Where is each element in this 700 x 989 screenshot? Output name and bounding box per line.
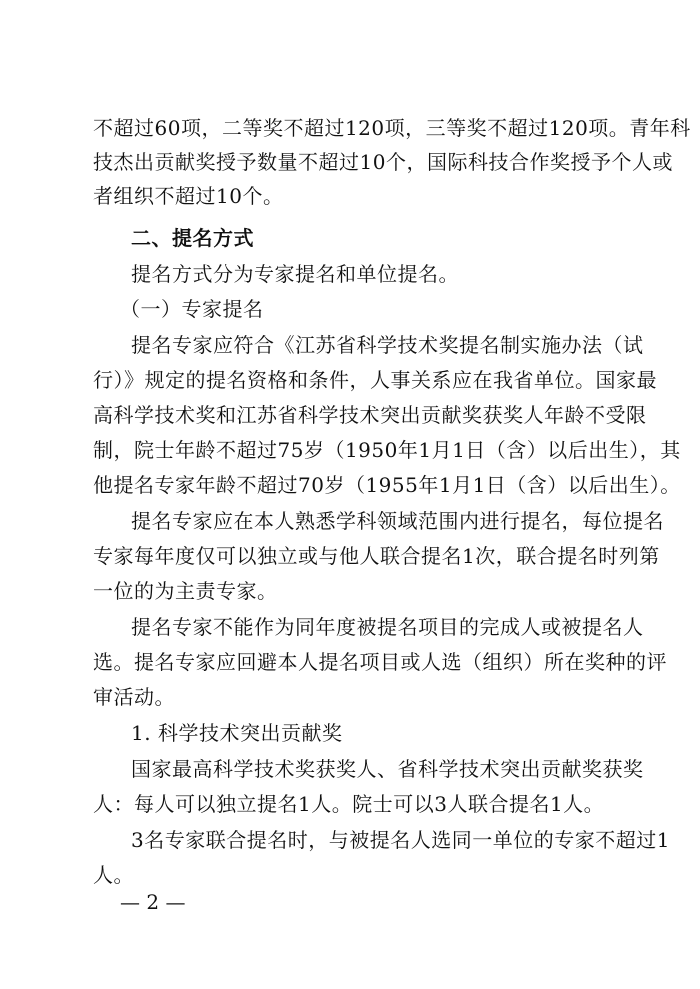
body-text-line: 提名专家应符合《江苏省科学技术奖提名制实施办法（试 xyxy=(131,333,644,357)
body-text-line: 国家最高科学技术奖获奖人、省科学技术突出贡献奖获奖 xyxy=(131,757,644,781)
subsection-heading: （一）专家提名 xyxy=(120,297,264,321)
body-text-line: 制，院士年龄不超过75岁（1950年1月1日（含）以后出生），其 xyxy=(93,438,681,462)
body-text-line: 他提名专家年龄不超过70岁（1955年1月1日（含）以后出生）。 xyxy=(93,473,681,497)
body-text-line: 一位的为主责专家。 xyxy=(93,579,278,603)
body-text-line: 专家每年度仅可以独立或与他人联合提名1次，联合提名时列第 xyxy=(93,544,660,568)
body-text-line: 提名专家应在本人熟悉学科领域范围内进行提名，每位提名 xyxy=(131,509,664,533)
body-text-line: 行）》规定的提名资格和条件，人事关系应在我省单位。国家最 xyxy=(93,368,657,392)
body-text-line: 选。提名专家应回避本人提名项目或人选（组织）所在奖种的评 xyxy=(93,650,667,674)
body-text-line: 者组织不超过10个。 xyxy=(93,184,284,208)
body-text-line: 提名专家不能作为同年度被提名项目的完成人或被提名人 xyxy=(131,615,644,639)
section-heading: 二、提名方式 xyxy=(131,226,254,250)
body-text-line: 人。 xyxy=(93,863,134,887)
body-text-line: 3名专家联合提名时，与被提名人选同一单位的专家不超过1 xyxy=(131,828,670,852)
body-text-line: 人：每人可以独立提名1人。院士可以3人联合提名1人。 xyxy=(93,792,605,816)
numbered-heading: 1. 科学技术突出贡献奖 xyxy=(131,721,343,745)
body-text-line: 不超过60项，二等奖不超过120项，三等奖不超过120项。青年科 xyxy=(93,116,691,140)
body-text-line: 提名方式分为专家提名和单位提名。 xyxy=(131,262,459,286)
body-text-line: 技杰出贡献奖授予数量不超过10个，国际科技合作奖授予个人或 xyxy=(93,150,673,174)
page-number: — 2 — xyxy=(120,890,186,914)
body-text-line: 审活动。 xyxy=(93,685,175,709)
body-text-line: 高科学技术奖和江苏省科学技术突出贡献奖获奖人年龄不受限 xyxy=(93,403,647,427)
